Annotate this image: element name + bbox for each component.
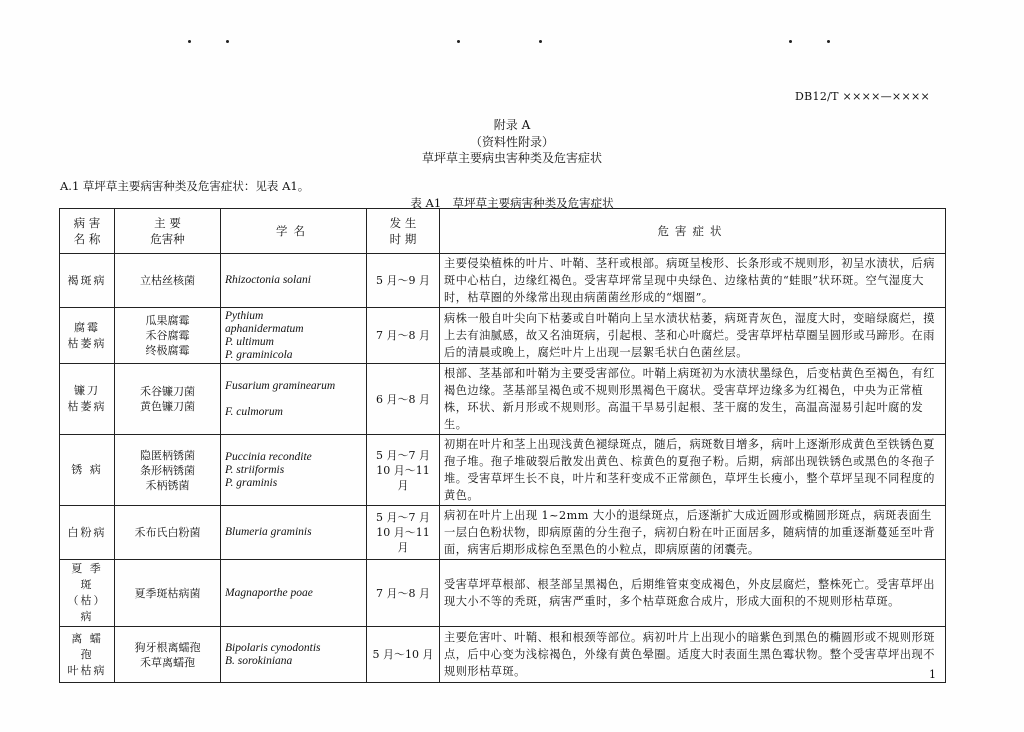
period-line: 5 月～10 月 (372, 648, 434, 661)
appendix-type: （资料性附录） (469, 135, 554, 149)
disease-name-line: 夏 季 斑 (71, 562, 103, 591)
period-line: 5 月～7 月 (376, 448, 430, 462)
symptom-cell: 受害草坪草根部、根茎部呈黑褐色，后期维管束变成褐色，外皮层腐烂，整株死亡。受害草坪出现大小不等的秃斑，病害严重时，多个枯草斑愈合成片，形成大面积的不规则形枯草斑。 (440, 560, 946, 627)
header-symptom: 危害症状 (440, 209, 946, 254)
table-row (60, 506, 946, 560)
period-cell (367, 254, 440, 308)
scientific-name-line: aphanidermatum (225, 322, 304, 335)
scientific-name-line: Blumeria graminis (225, 526, 312, 538)
period-line: 5 月～7 月 (376, 511, 430, 524)
scientific-name-cell (221, 506, 367, 560)
pathogen-line: 禾柄锈菌 (145, 478, 190, 492)
period-cell (367, 627, 440, 683)
scientific-name-line: Bipolaris cynodontis (225, 641, 321, 654)
period-cell (367, 506, 440, 560)
disease-name-line: （枯）病 (67, 594, 107, 623)
appendix-title: 附录 A (493, 118, 531, 132)
pathogen-cell (115, 364, 221, 435)
symptom-cell: 初期在叶片和茎上出现浅黄色褪绿斑点，随后，病斑数目增多，病叶上逐渐形成黄色至铁锈色夏孢子堆。孢子堆破裂后散发出黄色、棕黄色的夏孢子粉。后期，病部出现铁锈色或黑色的冬孢子堆。受害草坪生长不良，叶片和茎秆变成不正常颜色，草坪生长瘦小，整个草坪呈现不同程度的黄色。 (440, 435, 946, 506)
pathogen-line: 隐匿柄锈菌 (140, 448, 195, 462)
scan-dots (0, 40, 1024, 50)
disease-name-line: 锈 病 (71, 463, 103, 476)
disease-name-line: 褐斑病 (67, 273, 107, 287)
scientific-name-line: Puccinia recondite (225, 450, 312, 463)
scientific-name-line: P. graminicola (225, 348, 293, 361)
disease-name-cell (60, 308, 115, 364)
pathogen-line: 禾草离蠕孢 (140, 655, 195, 669)
table-row (60, 435, 946, 506)
period-cell (367, 435, 440, 506)
pathogen-line: 禾谷镰刀菌 (140, 385, 195, 398)
period-line: 7 月～8 月 (376, 329, 430, 342)
disease-name-cell (60, 506, 115, 560)
disease-name-line: 枯萎病 (67, 400, 107, 413)
scientific-name-cell (221, 435, 367, 506)
pathogen-cell (115, 627, 221, 683)
scientific-name-line: P. striiformis (225, 463, 285, 476)
period-line: 10 月～11 (376, 526, 430, 539)
pathogen-line: 禾布氏白粉菌 (134, 526, 201, 539)
scientific-name-line: Magnaporthe poae (225, 586, 313, 599)
pathogen-cell (115, 308, 221, 364)
scientific-name-line (225, 393, 362, 406)
scientific-name-line: Rhizoctonia solani (225, 274, 311, 286)
table-row (60, 364, 946, 435)
pathogen-line: 黄色镰刀菌 (140, 400, 195, 413)
page-number: 1 (929, 668, 936, 681)
disease-name-line: 离 蠕 孢 (71, 631, 103, 661)
disease-name-cell (60, 435, 115, 506)
table-row (60, 627, 946, 683)
period-line: 月 (397, 478, 409, 492)
disease-name-line: 枯萎病 (67, 336, 107, 350)
pathogen-line: 瓜果腐霉 (145, 314, 190, 327)
pathogen-line: 狗牙根离蠕孢 (134, 640, 201, 654)
period-cell (367, 560, 440, 627)
scientific-name-cell (221, 364, 367, 435)
appendix-subtitle: 草坪草主要病虫害种类及危害症状 (421, 151, 602, 165)
table-row (60, 254, 946, 308)
disease-name-line: 镰刀 (74, 384, 100, 397)
scientific-name-line: F. culmorum (225, 405, 283, 418)
pathogen-cell (115, 254, 221, 308)
section-intro: A.1 草坪草主要病害种类及危害症状：见表 A1。 (60, 179, 310, 193)
period-line: 5 月～9 月 (376, 274, 430, 287)
period-line: 月 (397, 541, 409, 554)
table-body (60, 254, 946, 683)
period-line: 10 月～11 (376, 463, 430, 477)
scientific-name-cell (221, 560, 367, 627)
disease-name-line: 白粉病 (67, 525, 107, 539)
symptom-cell: 病初在叶片上出现 1~2mm 大小的退绿斑点，后逐渐扩大成近圆形或椭圆形斑点，病斑表面生一层白色粉状物，即病原菌的分生孢子，病初白粉在叶正面居多，随病情的加重逐渐蔓延至叶背面，病害后期形成棕色至黑色的小粒点，即病原菌的闭囊壳。 (440, 506, 946, 560)
scientific-name-line: Fusarium graminearum (225, 379, 336, 392)
symptom-cell: 主要危害叶、叶鞘、根和根颈等部位。病初叶片上出现小的暗紫色到黑色的椭圆形或不规则形斑点，后中心变为浅棕褐色，外缘有黄色晕圈。适度大时表面生黑色霉状物。整个受害草坪出现不规则形枯草斑。 (440, 627, 946, 683)
document-code: DB12/T ××××—×××× (795, 90, 930, 103)
pathogen-line: 条形柄锈菌 (140, 463, 195, 477)
disease-name-line: 腐霉 (74, 320, 100, 334)
table-row (60, 560, 946, 627)
header-pathogen: 主 要 危害种 (115, 209, 221, 254)
scientific-name-line: B. sorokiniana (225, 654, 293, 667)
disease-name-cell (60, 364, 115, 435)
disease-name-cell (60, 627, 115, 683)
header-scientific-name: 学名 (221, 209, 367, 254)
scientific-name-line: P. graminis (225, 476, 278, 489)
scientific-name-cell (221, 254, 367, 308)
disease-name-cell (60, 560, 115, 627)
disease-table (59, 208, 946, 683)
disease-name-cell (60, 254, 115, 308)
disease-name-line: 叶枯病 (67, 663, 107, 677)
pathogen-cell (115, 560, 221, 627)
header-disease-name: 病 害 名 称 (60, 209, 115, 254)
symptom-cell: 病株一般自叶尖向下枯萎或自叶鞘向上呈水渍状枯萎，病斑青灰色，湿度大时，变暗绿腐烂，摸上去有油腻感，故又名油斑病，引起根、茎和心叶腐烂。受害草坪枯草圈呈圆形或马蹄形。在雨后的清晨或晚上，腐烂叶片上出现一层絮毛状白色菌丝层。 (440, 308, 946, 364)
symptom-cell: 根部、茎基部和叶鞘为主要受害部位。叶鞘上病斑初为水渍状墨绿色，后变枯黄色至褐色，有红褐色边缘。茎基部呈褐色或不规则形黑褐色干腐状。受害草坪边缘多为红褐色，中央为正常植株，环状、新月形或不规则形。高温干旱易引起根、茎干腐的发生，高温高湿易引起叶腐的发生。 (440, 364, 946, 435)
scientific-name-cell (221, 627, 367, 683)
pathogen-line: 终极腐霉 (145, 344, 190, 357)
pathogen-cell (115, 435, 221, 506)
pathogen-line: 立枯丝核菌 (140, 274, 195, 287)
period-line: 6 月～8 月 (376, 392, 430, 406)
scientific-name-line: P. ultimum (225, 335, 274, 348)
pathogen-cell (115, 506, 221, 560)
scientific-name-cell (221, 308, 367, 364)
pathogen-line: 夏季斑枯病菌 (134, 586, 201, 600)
header-period: 发 生 时 期 (367, 209, 440, 254)
period-line: 7 月～8 月 (376, 586, 430, 600)
table-caption: 表 A1 草坪草主要病害种类及危害症状 (410, 196, 614, 210)
symptom-cell: 主要侵染植株的叶片、叶鞘、茎秆或根部。病斑呈梭形、长条形或不规则形，初呈水渍状，后病斑中心枯白，边缘红褐色。受害草坪常呈现中央绿色、边缘枯黄的“蛙眼”状环斑。空气湿度大时，枯草圈的外缘常出现由病菌菌丝形成的“烟圈”。 (440, 254, 946, 308)
pathogen-line: 禾谷腐霉 (145, 329, 190, 342)
table-header-row (60, 209, 946, 254)
period-cell (367, 308, 440, 364)
table-row (60, 308, 946, 364)
scientific-name-line: Pythium (225, 309, 264, 322)
period-cell (367, 364, 440, 435)
